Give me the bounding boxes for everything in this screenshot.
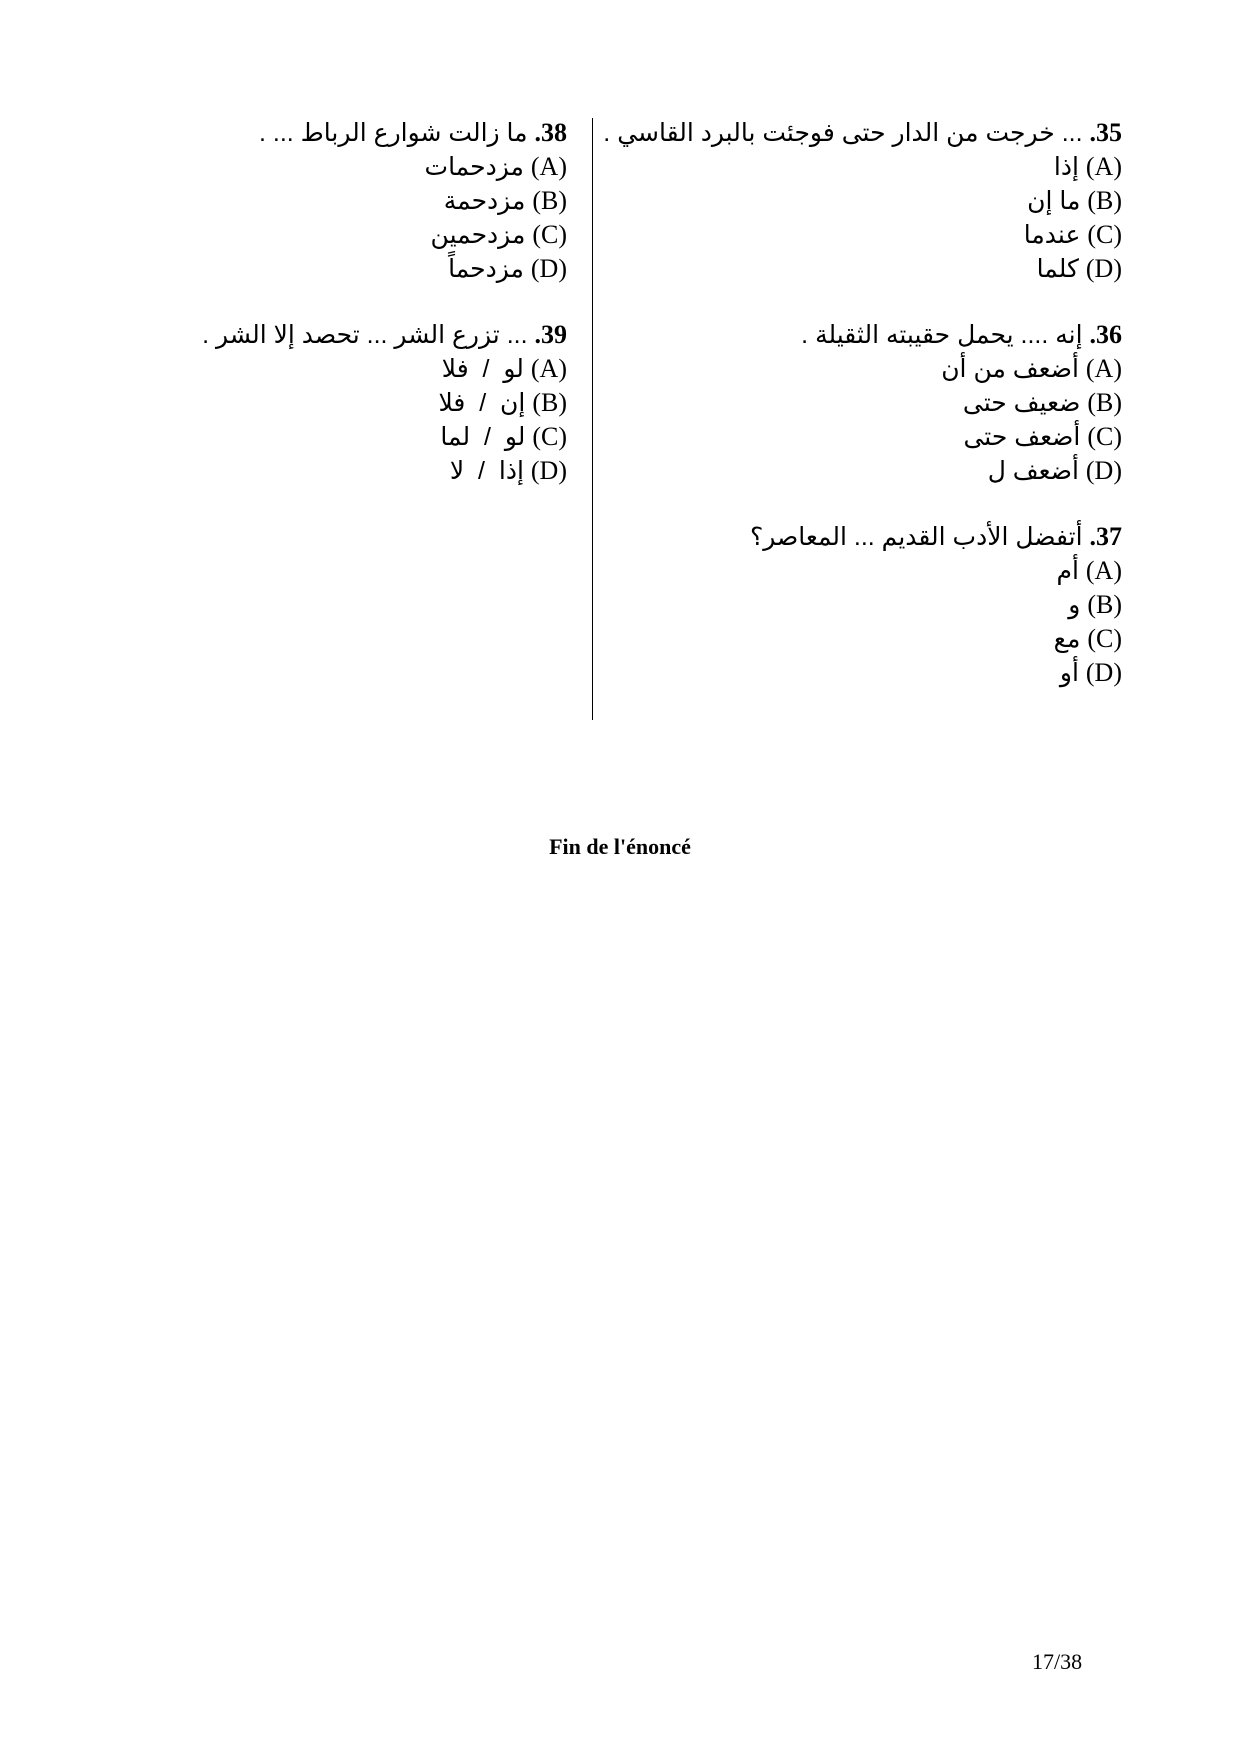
option-text: أضعف ل (987, 457, 1079, 485)
option-a (107, 150, 567, 184)
question-stem (622, 318, 1122, 352)
option-text: أضعف من أن (941, 355, 1079, 383)
option-letter: (D) (530, 254, 567, 283)
option-text: عندما (1023, 221, 1081, 249)
option-b (107, 386, 567, 420)
page-number: 17/38 (1032, 1649, 1083, 1674)
option-text: ما إن (1027, 187, 1081, 215)
option-letter: (B) (1087, 388, 1122, 417)
option-letter: (C) (1087, 220, 1122, 249)
question-36 (622, 318, 1122, 488)
end-of-statement: Fin de l'énoncé (549, 834, 691, 859)
question-37 (622, 520, 1122, 690)
option-text: مزدحمات (424, 153, 524, 181)
question-text: ... خرجت من الدار حتى فوجئت بالبرد القاسي . (603, 119, 1083, 147)
option-letter: (B) (532, 388, 567, 417)
option-d (622, 252, 1122, 286)
right-column (603, 116, 1122, 722)
left-column (107, 116, 567, 520)
option-d (622, 656, 1122, 690)
option-text: لو / لما (440, 423, 526, 451)
question-text: ... تزرع الشر ... تحصد إلا الشر . (202, 321, 528, 349)
option-letter: (B) (1087, 186, 1122, 215)
option-text: إذا / لا (449, 457, 524, 485)
question-text: إنه .... يحمل حقيبته الثقيلة . (801, 321, 1083, 349)
option-letter: (D) (530, 456, 567, 485)
question-number: 39. (534, 320, 567, 349)
option-b (622, 184, 1122, 218)
option-text: ضعيف حتى (962, 389, 1081, 417)
option-c (107, 420, 567, 454)
option-b (622, 386, 1122, 420)
question-number: 35. (1089, 118, 1122, 147)
option-b (622, 588, 1122, 622)
option-letter: (C) (532, 422, 567, 451)
option-letter: (A) (530, 354, 567, 383)
option-letter: (B) (1087, 590, 1122, 619)
option-letter: (C) (532, 220, 567, 249)
option-a (622, 150, 1122, 184)
option-letter: (A) (1085, 556, 1122, 585)
question-stem (603, 116, 1122, 150)
question-stem (107, 318, 567, 352)
option-text: إذا (1053, 153, 1079, 181)
option-text: مزدحمين (430, 221, 526, 249)
option-a (622, 554, 1122, 588)
question-35 (603, 116, 1122, 286)
option-c (622, 420, 1122, 454)
option-a (107, 352, 567, 386)
option-a (622, 352, 1122, 386)
option-text: مزدحماً (448, 255, 524, 283)
option-c (622, 218, 1122, 252)
option-c (622, 622, 1122, 656)
option-letter: (A) (1085, 354, 1122, 383)
question-number: 37. (1089, 522, 1122, 551)
option-d (622, 454, 1122, 488)
option-text: لو / فلا (441, 355, 524, 383)
column-divider (592, 118, 593, 720)
option-text: إن / فلا (438, 389, 526, 417)
option-d (107, 454, 567, 488)
option-text: أم (1056, 557, 1079, 585)
option-text: كلما (1036, 255, 1079, 283)
option-d (107, 252, 567, 286)
option-letter: (C) (1087, 624, 1122, 653)
question-text: أتفضل الأدب القديم ... المعاصر؟ (749, 523, 1083, 551)
question-number: 38. (534, 118, 567, 147)
option-text: أو (1059, 659, 1079, 687)
question-stem (107, 116, 567, 150)
option-c (107, 218, 567, 252)
option-b (107, 184, 567, 218)
option-letter: (A) (530, 152, 567, 181)
option-text: أضعف حتى (963, 423, 1081, 451)
option-letter: (A) (1085, 152, 1122, 181)
option-letter: (C) (1087, 422, 1122, 451)
option-text: مع (1053, 625, 1081, 653)
question-number: 36. (1089, 320, 1122, 349)
option-text: مزدحمة (443, 187, 526, 215)
option-letter: (D) (1085, 456, 1122, 485)
question-text: ما زالت شوارع الرباط ... . (258, 119, 528, 147)
question-stem (622, 520, 1122, 554)
question-38 (107, 116, 567, 286)
option-letter: (D) (1085, 254, 1122, 283)
option-text: و (1068, 591, 1081, 619)
option-letter: (D) (1085, 658, 1122, 687)
option-letter: (B) (532, 186, 567, 215)
question-39 (107, 318, 567, 488)
